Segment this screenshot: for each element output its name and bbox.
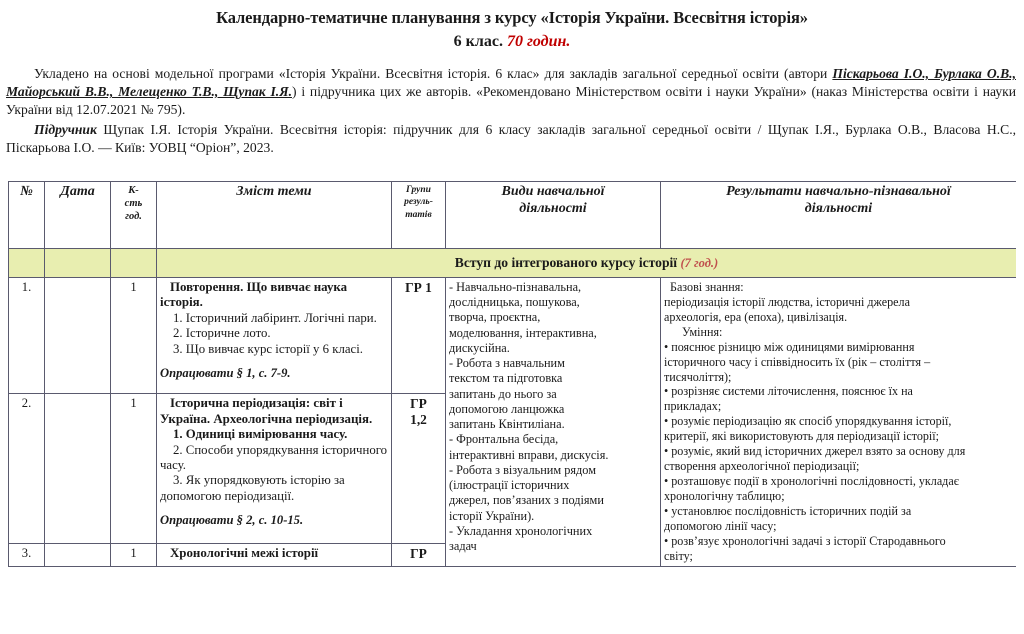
col-header-hours	[111, 182, 157, 249]
col-header-activity	[446, 182, 661, 249]
activity-cell	[446, 278, 661, 567]
activity-line-7: текстом та підготовка	[449, 371, 563, 386]
col-header-group-line3: татів	[405, 209, 432, 220]
activity-line-15: джерел, пов’язаних з подіями	[449, 493, 604, 508]
intro-p1-authors: Піскарьова І.О., Бурлака О.В., Майорський В.В., Мелещенко Т.В., Щупак І.Я.	[6, 65, 1016, 100]
row-1-content-title: Повторення. Що вивчає наука історія.	[160, 280, 348, 310]
table-row	[9, 278, 1017, 394]
activity-line-3: творча, проєктна,	[449, 310, 541, 325]
activity-line-6: - Робота з навчальним	[449, 356, 565, 371]
row-2-content-task: Опрацювати § 2, с. 10-15.	[160, 512, 304, 527]
row-2-content-item-3: 3. Як упорядковують історію за допомогою періодизації.	[160, 473, 345, 503]
col-header-results-line2: діяльності	[804, 200, 873, 216]
row-2-content	[157, 394, 392, 544]
planning-table-wrapper	[8, 181, 1016, 567]
row-2-content-title: Історична періодизація: світ і Україна. Археологічна періодизація.	[160, 396, 373, 426]
row-2-group-line1: ГР	[410, 396, 427, 412]
results-line-5: • пояснює різницю між одиницями вимірювання	[664, 339, 915, 354]
row-2-content-item-1	[160, 427, 388, 442]
row-3-group: ГР	[392, 544, 446, 566]
results-line-19: світу;	[664, 548, 693, 563]
intro-paragraph-1	[6, 65, 1016, 119]
row-1-content	[157, 278, 392, 394]
results-line-1: Базові знання:	[670, 280, 744, 294]
results-line-2: періодизація історії людства, історичні джерела	[664, 294, 910, 309]
col-header-content: Зміст теми	[157, 182, 392, 249]
section-title: Вступ до інтегрованого курсу історії	[454, 255, 678, 270]
activity-line-13: - Робота з візуальним рядом	[449, 462, 596, 477]
row-3-content	[157, 544, 392, 566]
intro-paragraph-2	[6, 121, 1016, 157]
row-1-date[interactable]	[45, 278, 111, 394]
results-line-3: археологія, ера (епоха), цивілізація.	[664, 309, 848, 324]
activity-line-9: допомогою ланцюжка	[449, 401, 565, 416]
section-title-cell	[157, 249, 1017, 278]
subtitle-grade: 6 клас.	[453, 32, 503, 50]
activity-line-4: моделювання, інтерактивна,	[449, 325, 597, 340]
results-line-15: хронологічну таблицю;	[664, 488, 785, 503]
row-3-num: 3.	[9, 544, 45, 566]
row-2-num: 2.	[9, 394, 45, 544]
col-header-hours-line3: год.	[125, 211, 142, 223]
col-header-group	[392, 182, 446, 249]
section-hours: (7 год.)	[680, 256, 719, 270]
intro-p1-text-b: ) і підручника цих же авторів. «Рекомендовано Міністерством освіти і науки України» (наказ Міністерства освіти і науки України від 12.07.2021 № 795).	[6, 84, 1017, 118]
results-line-14: • розташовує події в хронологічні послідовності, укладає	[664, 473, 959, 488]
activity-line-5: дискусійна.	[449, 340, 510, 355]
results-line-18: • розв’язує хронологічні задачі з історії Стародавнього	[664, 533, 946, 548]
row-1-content-item-1: 1. Історичний лабіринт. Логічні пари.	[173, 310, 377, 325]
results-line-4: Уміння:	[682, 324, 723, 339]
activity-line-17: - Укладання хронологічних	[449, 523, 593, 538]
activity-line-12: інтерактивні вправи, дискусія.	[449, 447, 609, 462]
activity-line-8: запитань до нього за	[449, 386, 557, 401]
col-header-results-line1: Результати навчально-пізнавальної	[726, 184, 951, 199]
row-2-hours: 1	[111, 394, 157, 544]
row-2-content-item-2: 2. Способи упорядкування історичного часу.	[160, 442, 388, 472]
results-line-13: створення археологічної періодизації;	[664, 459, 860, 474]
col-header-hours-line2: сть	[124, 198, 143, 210]
row-2-group-line2: 1,2	[410, 411, 427, 427]
section-blank-date	[45, 249, 111, 278]
col-header-group-line2: резуль-	[404, 197, 433, 208]
row-2-content-item-1-text: 1. Одиниці вимірювання часу.	[173, 427, 348, 442]
col-header-num: №	[9, 182, 45, 249]
page-title: Календарно-тематичне планування з курсу «Історія України. Всесвітня історія»	[216, 8, 808, 27]
row-1-content-item-3: 3. Що вивчає курс історії у 6 класі.	[173, 341, 363, 356]
activity-line-14: (ілюстрації історичних	[449, 478, 570, 493]
row-2-content-items	[160, 427, 388, 504]
title-block	[0, 0, 1024, 51]
row-3-hours: 1	[111, 544, 157, 566]
results-line-6: історичного часу і співвідносить їх (рік – століття –	[664, 354, 931, 369]
results-cell	[661, 278, 1017, 567]
results-line-12: • розуміє, який вид історичних джерел взято за основу для	[664, 444, 966, 459]
results-line-9: прикладах;	[664, 399, 722, 414]
col-header-group-line1: Групи	[406, 185, 431, 195]
activity-line-1: - Навчально-пізнавальна,	[449, 280, 582, 294]
row-3-content-title: Хронологічні межі історії	[170, 546, 319, 561]
results-line-7: тисячоліття);	[664, 369, 732, 384]
row-3-date[interactable]	[45, 544, 111, 566]
section-blank-hours	[111, 249, 157, 278]
results-line-16: • установлює послідовність історичних подій за	[664, 503, 912, 518]
row-1-hours: 1	[111, 278, 157, 394]
row-1-content-task: Опрацювати § 1, с. 7-9.	[160, 366, 291, 380]
row-2-date[interactable]	[45, 394, 111, 544]
section-banner-row	[9, 249, 1017, 278]
page-subtitle	[10, 32, 1014, 51]
results-line-8: • розрізняє системи літочислення, пояснює їх на	[664, 384, 913, 399]
table-header-row	[9, 182, 1017, 249]
subtitle-hours: 70 годин.	[506, 32, 571, 50]
planning-table	[8, 181, 1016, 567]
activity-line-18: задач	[449, 538, 477, 553]
results-line-17: допомогою лінії часу;	[664, 518, 777, 533]
activity-line-16: історії України).	[449, 508, 535, 523]
results-line-10: • розуміє періодизацію як спосіб упорядкування історії,	[664, 414, 952, 429]
results-line-11: критерії, які використовують для періодизації історії;	[664, 429, 940, 444]
activity-line-11: - Фронтальна бесіда,	[449, 432, 559, 447]
intro-p2-text: Щупак І.Я. Історія України. Всесвітня історія: підручник для 6 класу закладів загальної середньої освіти / Щупак І.Я., Бурлака О.В., Власова Н.С., Піскарьова І.О. — Київ: УОВЦ “Оріон”, 2023.	[6, 122, 1016, 156]
row-2-group	[392, 394, 446, 544]
row-1-content-items	[160, 311, 388, 357]
intro-p1-text-a: Укладено на основі модельної програми «Історія України. Всесвітня історія. 6 клас» для закладів загальної середньої освіти (автори	[34, 65, 833, 81]
intro-section	[0, 65, 1024, 157]
activity-line-10: запитань Квінтиліана.	[449, 417, 565, 432]
activity-line-2: дослідницька, пошукова,	[449, 295, 580, 310]
col-header-hours-line1: К-	[128, 185, 139, 196]
col-header-activity-line2: діяльності	[519, 200, 587, 216]
col-header-results	[661, 182, 1017, 249]
row-1-content-item-2: 2. Історичне лото.	[173, 326, 271, 341]
table-body	[9, 249, 1017, 567]
row-1-group: ГР 1	[392, 278, 446, 394]
row-1-num: 1.	[9, 278, 45, 394]
col-header-activity-line1: Види навчальної	[501, 184, 605, 199]
col-header-date: Дата	[45, 182, 111, 249]
intro-p2-label: Підручник	[34, 122, 97, 138]
table-header	[9, 182, 1017, 249]
section-blank-num	[9, 249, 45, 278]
